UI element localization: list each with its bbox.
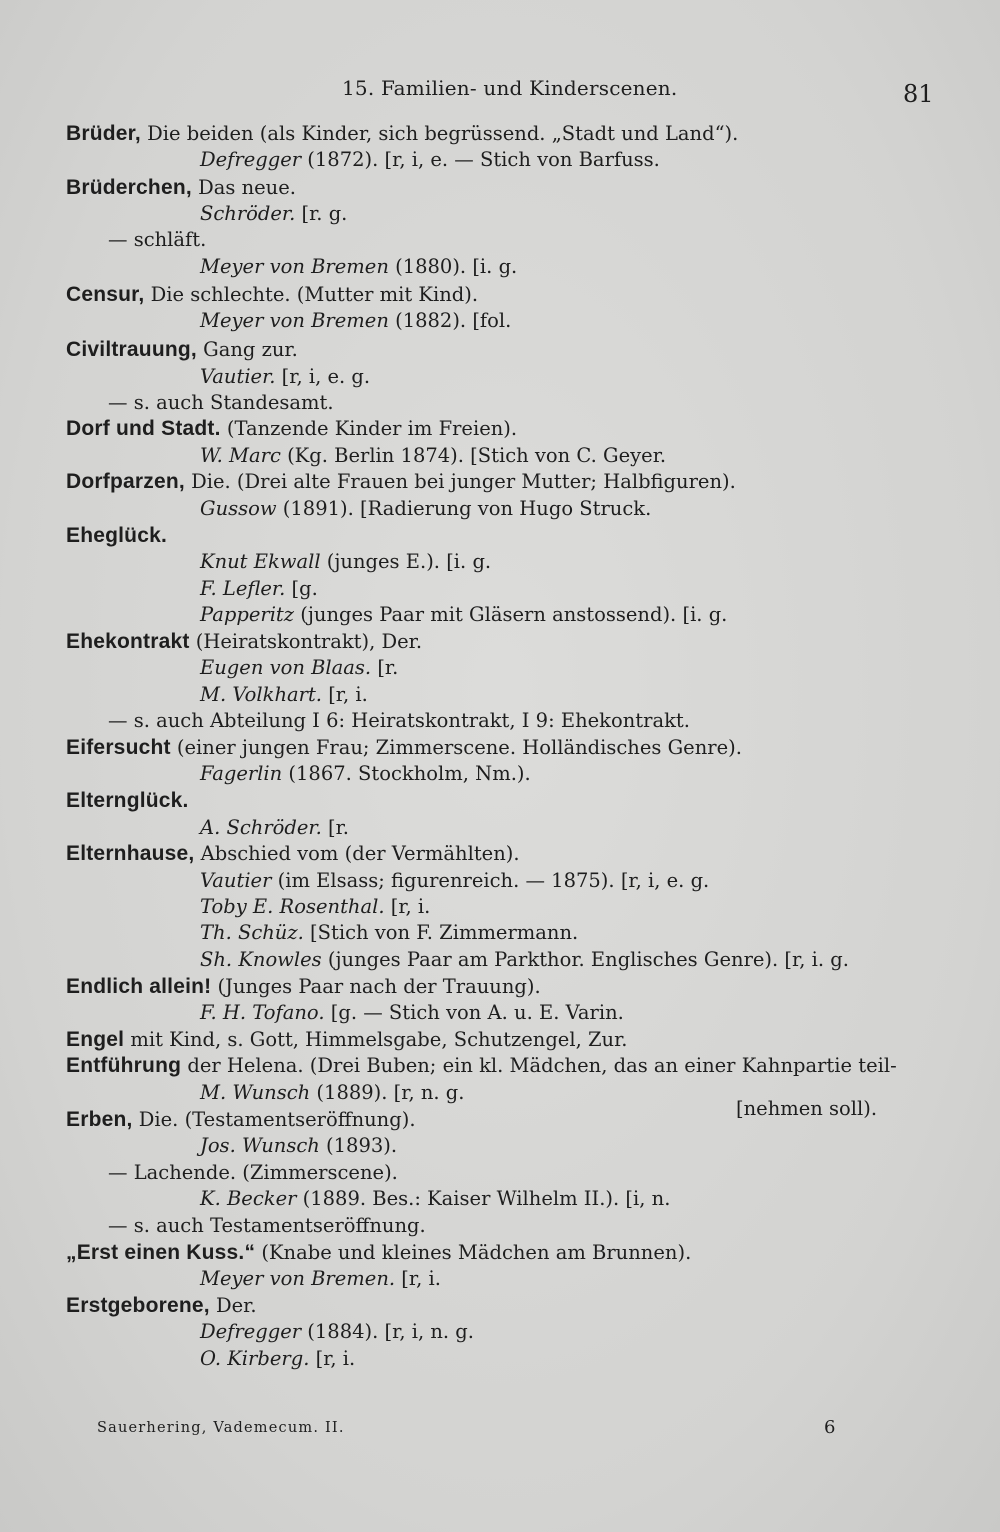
entry-text: — s. auch Standesamt. — [108, 391, 334, 414]
running-header-title: 15. Familien- und Kinderscenen. — [342, 76, 678, 100]
entry-line — [200, 1133, 397, 1159]
entry-text: Die schlechte. (Mutter mit Kind). — [144, 283, 479, 306]
entry-line — [200, 815, 349, 841]
entry-line — [200, 496, 651, 522]
artist-name: F. H. Tofano. — [200, 1001, 325, 1024]
artist-name: K. Becker — [200, 1187, 297, 1210]
artist-name: Vautier. — [200, 365, 276, 388]
entry-text: Gang zur. — [196, 338, 298, 361]
entry-line — [200, 920, 578, 946]
entry-text: (Knabe und kleines Mädchen am Brunnen). — [255, 1241, 692, 1264]
entry-line — [66, 735, 742, 761]
artist-name: Gussow — [200, 497, 277, 520]
entry-text: (Kg. Berlin 1874). [Stich von C. Geyer. — [280, 444, 667, 467]
artist-name: Schröder. — [200, 202, 296, 225]
entry-heading: Civiltrauung, — [66, 338, 197, 361]
entry-heading: Endlich allein! — [66, 975, 212, 998]
entry-heading: Dorf und Stadt. — [66, 417, 221, 440]
entry-text: [r, i. — [322, 683, 368, 706]
entry-line — [200, 201, 347, 227]
entry-line — [200, 147, 660, 173]
entry-heading: Engel — [66, 1028, 125, 1051]
entry-text: — s. auch Testamentseröffnung. — [108, 1214, 426, 1237]
artist-name: Defregger — [200, 148, 302, 171]
entry-line — [108, 1160, 398, 1186]
entry-text: (Heiratskontrakt), Der. — [189, 630, 423, 653]
entry-heading: Elternglück. — [66, 789, 189, 812]
entry-line — [108, 227, 206, 253]
entry-text: (junges Paar mit Gläsern anstossend). [i. g. — [294, 603, 728, 626]
signature-mark: 6 — [824, 1417, 836, 1438]
entry-heading: Censur, — [66, 283, 145, 306]
entry-text: [r. g. — [295, 202, 348, 225]
entry-text: (1889). [r, n. g. — [310, 1081, 465, 1104]
entry-line — [200, 1000, 624, 1026]
artist-name: F. Lefler. — [200, 577, 286, 600]
entry-line — [108, 1213, 426, 1239]
entry-line — [200, 894, 430, 920]
entry-text: [r. — [321, 816, 349, 839]
entry-text: Die beiden (als Kinder, sich begrüssend. „Stadt und Land“). — [140, 122, 739, 145]
entry-line — [200, 947, 849, 973]
entry-text: Der. — [209, 1294, 257, 1317]
entry-heading: Entführung — [66, 1054, 182, 1077]
entry-line — [200, 682, 368, 708]
entry-heading: Eifersucht — [66, 736, 171, 759]
entry-line — [200, 1186, 670, 1212]
entry-text: (1872). [r, i, e. — Stich von Barfuss. — [301, 148, 660, 171]
artist-name: Jos. Wunsch — [200, 1134, 320, 1157]
entry-text: (einer jungen Frau; Zimmerscene. Holländisches Genre). — [170, 736, 742, 759]
entry-heading: Ehekontrakt — [66, 630, 190, 653]
artist-name: Toby E. Rosenthal. — [200, 895, 385, 918]
entry-line — [66, 523, 167, 549]
entry-line — [200, 1080, 465, 1106]
entry-line — [200, 868, 709, 894]
entry-line — [200, 308, 511, 334]
entry-text: (Junges Paar nach der Trauung). — [211, 975, 541, 998]
continuation-text: [nehmen soll). — [736, 1097, 878, 1120]
entry-text: (junges Paar am Parkthor. Englisches Genre). [r, i. g. — [321, 948, 849, 971]
artist-name: W. Marc — [200, 444, 281, 467]
entry-text: (1884). [r, i, n. g. — [301, 1320, 474, 1343]
entry-line — [66, 974, 541, 1000]
entry-text: mit Kind, s. Gott, Himmelsgabe, Schutzengel, Zur. — [124, 1028, 628, 1051]
artist-name: M. Wunsch — [200, 1081, 311, 1104]
entry-line — [66, 1107, 416, 1133]
artist-name: O. Kirberg. — [200, 1347, 310, 1370]
entry-line — [108, 390, 334, 416]
entry-line — [200, 443, 666, 469]
entry-line — [66, 1293, 257, 1319]
entry-text: (1880). [i. g. — [388, 255, 518, 278]
entry-line — [66, 175, 296, 201]
entry-line — [66, 121, 738, 147]
entry-line — [200, 655, 398, 681]
entry-line — [200, 1319, 474, 1345]
entry-line — [200, 602, 727, 628]
entry-text: (1882). [fol. — [388, 309, 512, 332]
entry-text: — Lachende. (Zimmerscene). — [108, 1161, 398, 1184]
entry-text: der Helena. (Drei Buben; ein kl. Mädchen, das an einer Kahnpartie teil- — [181, 1054, 897, 1077]
entry-line — [66, 1027, 627, 1053]
artist-name: Th. Schüz. — [200, 921, 304, 944]
entry-text: [g. — Stich von A. u. E. Varin. — [324, 1001, 624, 1024]
entry-heading: Brüder, — [66, 122, 141, 145]
artist-name: Knut Ekwall — [200, 550, 321, 573]
artist-name: Vautier — [200, 869, 272, 892]
entry-line — [66, 337, 298, 363]
entry-text: Die. (Drei alte Frauen bei junger Mutter; Halbfiguren). — [184, 470, 736, 493]
entry-line — [200, 549, 491, 575]
artist-name: Eugen von Blaas. — [200, 656, 372, 679]
artist-name: Meyer von Bremen — [200, 309, 389, 332]
entry-heading: Erben, — [66, 1108, 133, 1131]
artist-name: M. Volkhart. — [200, 683, 322, 706]
entry-text: (im Elsass; figurenreich. — 1875). [r, i, e. g. — [271, 869, 710, 892]
entry-line — [66, 469, 736, 495]
artist-name: A. Schröder. — [200, 816, 322, 839]
entry-text: [r, i. — [395, 1267, 441, 1290]
entry-text: (1893). — [319, 1134, 398, 1157]
entry-text: (1891). [Radierung von Hugo Struck. — [276, 497, 652, 520]
entry-heading: Brüderchen, — [66, 176, 192, 199]
entry-line — [66, 1240, 691, 1266]
entry-heading: Erstgeborene, — [66, 1294, 210, 1317]
artist-name: Meyer von Bremen. — [200, 1267, 396, 1290]
entry-line — [108, 708, 690, 734]
entry-line — [66, 1053, 897, 1079]
artist-name: Defregger — [200, 1320, 302, 1343]
entry-heading: „Erst einen Kuss.“ — [66, 1241, 256, 1264]
entry-line — [200, 1346, 355, 1372]
entry-text: [Stich von F. Zimmermann. — [303, 921, 579, 944]
entry-line — [66, 841, 520, 867]
entry-text: [r, i. — [384, 895, 431, 918]
entry-text: Abschied vom (der Vermählten). — [194, 842, 520, 865]
entry-line — [66, 282, 478, 308]
entry-text: [g. — [285, 577, 318, 600]
entry-heading: Dorfparzen, — [66, 470, 185, 493]
entry-text: [r. — [371, 656, 399, 679]
entry-text: — schläft. — [108, 228, 207, 251]
artist-name: Papperitz — [200, 603, 295, 626]
page-number: 81 — [903, 80, 934, 108]
entry-text: [r, i, e. g. — [275, 365, 371, 388]
entry-text: [r, i. — [309, 1347, 356, 1370]
entry-text: Das neue. — [191, 176, 296, 199]
entry-text: (junges E.). [i. g. — [320, 550, 492, 573]
entry-text: (1867. Stockholm, Nm.). — [282, 762, 531, 785]
entry-text: (1889. Bes.: Kaiser Wilhelm II.). [i, n. — [296, 1187, 671, 1210]
artist-name: Meyer von Bremen — [200, 255, 389, 278]
artist-name: Sh. Knowles — [200, 948, 322, 971]
entry-line — [200, 254, 517, 280]
entry-line — [200, 576, 318, 602]
entry-text: Die. (Testamentseröffnung). — [132, 1108, 416, 1131]
entry-line — [66, 788, 189, 814]
artist-name: Fagerlin — [200, 762, 283, 785]
entry-heading: Elternhause, — [66, 842, 195, 865]
entry-text: (Tanzende Kinder im Freien). — [220, 417, 518, 440]
entry-line — [200, 761, 531, 787]
entry-heading: Eheglück. — [66, 524, 167, 547]
entry-line — [200, 364, 370, 390]
entry-line — [66, 416, 517, 442]
footer-signature: Sauerhering, Vademecum. II. — [97, 1420, 345, 1436]
entry-line — [200, 1266, 441, 1292]
entry-line — [66, 629, 422, 655]
entry-text: — s. auch Abteilung I 6: Heiratskontrakt, I 9: Ehekontrakt. — [108, 709, 690, 732]
